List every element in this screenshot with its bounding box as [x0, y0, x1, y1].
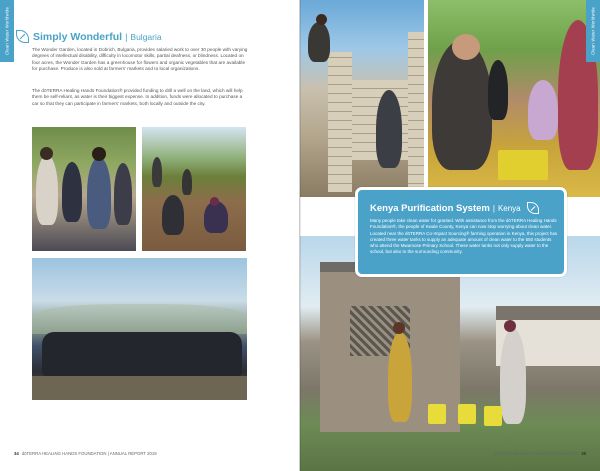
photo-planting-field — [142, 127, 246, 251]
title-separator: | — [125, 31, 128, 42]
kenya-header — [370, 202, 539, 214]
section-tab — [0, 0, 14, 62]
right-footer-text: dōTERRA HEALING HANDS FOUNDATION — [493, 451, 579, 456]
section-tab-right-label: Clean Water Worldwide — [590, 7, 596, 55]
left-footer — [14, 451, 157, 456]
photo-volunteers-children — [428, 0, 600, 197]
spine-gutter — [299, 0, 301, 471]
kenya-title: Kenya Purification System — [370, 202, 490, 214]
photo-group-greenhouse — [32, 258, 247, 400]
left-page-number: 34 — [14, 451, 19, 456]
bulgaria-title: Simply Wonderful — [33, 30, 123, 43]
photo-tank-construction — [300, 0, 424, 197]
bulgaria-header — [16, 30, 162, 43]
left-footer-text: dōTERRA HEALING HANDS FOUNDATION | ANNUAL REPORT 2019 — [21, 451, 157, 456]
photo-volunteers-garden — [32, 127, 136, 251]
kenya-info-box — [355, 187, 567, 277]
leaf-icon — [16, 30, 29, 43]
kenya-title-separator: | — [492, 203, 495, 213]
right-page-number: 35 — [581, 451, 586, 456]
kenya-paragraph: Many people take clean water for granted. With assistance from the dōTERRA Healing Hands Foundation®, the people of Kwale County, Kenya can now stop worrying about clean water. Located near the dōTERRA Co-Impact Sourcing® farming operation in Kenya, this project has created three water tanks to supply an adequate amount of clean water to the 550 students who attend the Mwamose Primary School. These water tanks not only supply water to the school, but also to the surrounding community. — [370, 218, 558, 255]
section-tab-label: Clean Water Worldwide — [4, 7, 10, 55]
right-footer — [494, 451, 586, 456]
leaf-icon — [527, 202, 539, 214]
kenya-location: Kenya — [497, 203, 521, 213]
bulgaria-paragraph-1: The Wonder Garden, located in Dobrich, Bulgaria, provides salaried work to over 30 people with varying degrees of intellectual disability, difficulty in locomotor skills, partial deafness, or blindness. Located on four acres, the Wonder Garden has a greenhouse for flowers and organic vegetables that are available for purchase. Produce is also sold at farmers' markets and to local organizations. — [32, 47, 248, 72]
section-tab-right — [586, 0, 600, 62]
right-page — [300, 0, 600, 471]
bulgaria-paragraph-2: The dōTERRA Healing Hands Foundation® provided funding to drill a well on the land, which will help them be self-reliant, as water is their biggest expense. In addition, funds were allocated to purchase a car so that they can participate in farmers' markets, both locally and outside the city. — [32, 88, 243, 106]
bulgaria-location: Bulgaria — [130, 31, 162, 42]
